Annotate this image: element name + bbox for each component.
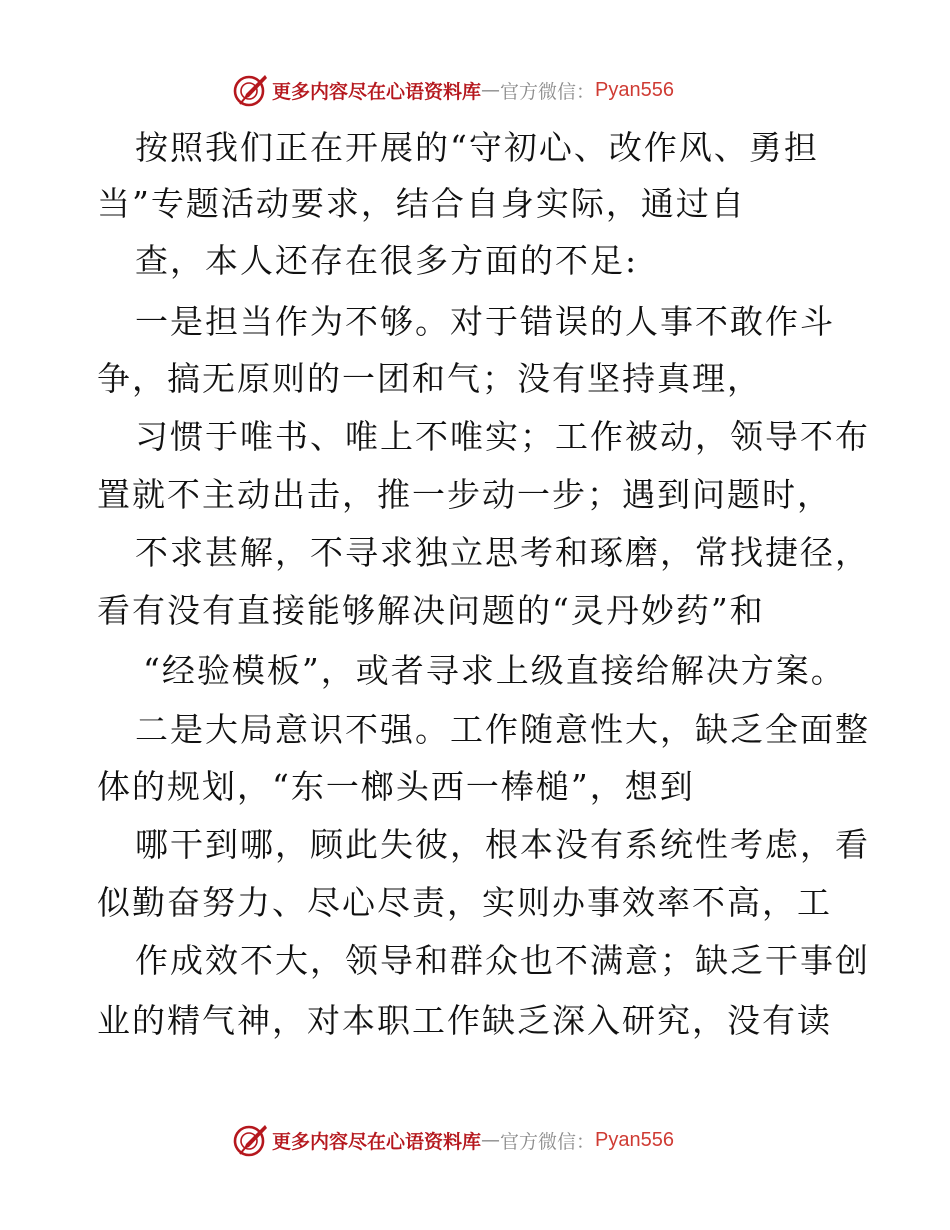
text-line: 作成效不大，领导和群众也不满意；缺乏干事创 — [135, 941, 870, 980]
banner-wechat-id: Pyan556 — [595, 78, 674, 101]
text-line: “经验模板”，或者寻求上级直接给解决方案。 — [143, 651, 846, 690]
text-line: 查，本人还存在很多方面的不足: — [135, 241, 639, 280]
text-line: 习惯于唯书、唯上不唯实；工作被动，领导不布 — [135, 417, 870, 456]
banner-wechat-label: 官方微信： — [500, 80, 596, 103]
text-line: 体的规划，“东一榔头西一棒槌”，想到 — [97, 767, 695, 806]
text-line: 不求甚解，不寻求独立思考和琢磨，常找捷径， — [135, 533, 870, 572]
banner-separator: — — [481, 1129, 501, 1151]
text-line: 当”专题活动要求，结合自身实际，通过自 — [97, 184, 746, 223]
text-line: 争，搞无原则的一团和气；没有坚持真理， — [97, 359, 762, 398]
text-line: 似勤奋努力、尽心尽责，实则办事效率不高，工 — [97, 883, 832, 922]
footer-banner — [232, 1121, 674, 1159]
text-line: 按照我们正在开展的“守初心、改作风、勇担 — [135, 128, 819, 167]
banner-wechat-label: 官方微信： — [500, 1130, 596, 1153]
text-line: 二是大局意识不强。工作随意性大，缺乏全面整 — [135, 710, 870, 749]
banner-brand-text: 更多内容尽在心语资料库 — [272, 1130, 482, 1153]
banner-separator: — — [481, 79, 501, 101]
quill-seal-icon — [232, 1122, 268, 1158]
banner-wechat-id: Pyan556 — [595, 1128, 674, 1151]
text-line: 哪干到哪，顾此失彼，根本没有系统性考虑，看 — [135, 825, 870, 864]
text-line: 一是担当作为不够。对于错误的人事不敢作斗 — [135, 302, 835, 341]
text-line: 看有没有直接能够解决问题的“灵丹妙药”和 — [97, 591, 765, 630]
text-line: 业的精气神，对本职工作缺乏深入研究，没有读 — [97, 1001, 832, 1040]
banner-brand-text: 更多内容尽在心语资料库 — [272, 80, 482, 103]
text-line: 置就不主动出击，推一步动一步；遇到问题时， — [97, 475, 832, 514]
